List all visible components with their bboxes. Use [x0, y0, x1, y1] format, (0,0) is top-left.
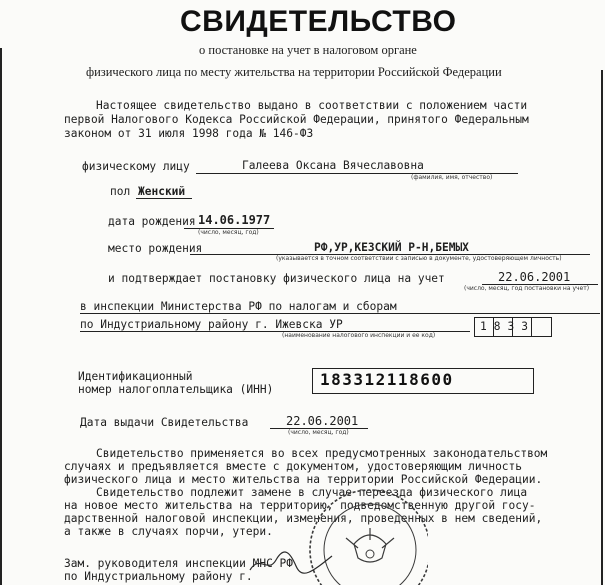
birth-date-hint: (число, месяц, год): [198, 229, 259, 236]
birth-place-value: РФ,УР,КЕЗСКИЙ Р-Н,БЕМЫХ: [314, 241, 469, 254]
sex-underline: [136, 198, 192, 199]
note-line-6: дарственной налоговой инспекции, изменения, проведенных в нем сведений,: [64, 512, 543, 525]
inn-label-2: номер налогоплательщика (ИНН): [78, 383, 274, 396]
document-title: СВИДЕТЕЛЬСТВО: [180, 5, 457, 38]
birth-place-label: место рождения: [108, 242, 203, 255]
subtitle-line-1: о постановке на учет в налоговом органе: [199, 43, 417, 57]
inspection-line-1: в инспекции Министерства РФ по налогам и сборам: [80, 300, 397, 313]
note-line-4: Свидетельство подлежит замене в случае переезда физического лица: [96, 486, 528, 499]
person-value: Галеева Оксана Вячеславовна: [242, 159, 424, 172]
intro-line-1: Настоящее свидетельство выдано в соответствии с положением части: [96, 99, 528, 112]
handwritten-signature: [246, 548, 336, 578]
inspection-code: 1833: [480, 320, 535, 333]
birth-place-hint: (указывается в точном соответствии с записью в документе, удостоверяющем личность): [276, 255, 562, 262]
inn-label-1: Идентификационный: [78, 370, 193, 383]
intro-line-2: первой Налогового Кодекса Российской Федерации, принятого Федеральным: [64, 113, 529, 126]
sex-label: пол: [110, 185, 131, 198]
birth-date-value: 14.06.1977: [198, 213, 271, 227]
inspection-hint: (наименование налогового инспекции и ее код): [282, 332, 436, 339]
note-line-5: на новое место жительства на территорию, подведомственную другой госу-: [64, 499, 536, 512]
issue-hint: (число, месяц, год): [288, 429, 349, 436]
person-hint: (фамилия, имя, отчество): [411, 174, 493, 181]
inspection-line-2: по Индустриальному району г. Ижевска УР: [80, 318, 343, 331]
registration-date: 22.06.2001: [498, 270, 571, 284]
issue-label: Дата выдачи Свидетельства: [80, 416, 249, 429]
inn-value: 183312118600: [320, 370, 454, 389]
inspection-underline-1: [80, 313, 600, 314]
issue-date: 22.06.2001: [286, 414, 359, 428]
scan-edge-left: [0, 48, 2, 585]
note-line-1: Свидетельство применяется во всех предусмотренных законодательством: [96, 447, 548, 460]
note-line-3: физического лица и место жительства на территории Российской Федерации.: [64, 473, 543, 486]
person-label: физическому лицу: [82, 160, 190, 173]
registration-hint: (число, месяц, год постановки на учет): [464, 285, 590, 292]
note-line-7: а также в случаях порчи, утери.: [64, 525, 273, 538]
registration-text: и подтверждает постановку физического лица на учет: [108, 272, 445, 285]
birth-date-label: дата рождения: [108, 215, 196, 228]
note-line-2: случаях и предъявляется вместе с документом, удостоверяющим личность: [64, 460, 523, 473]
signature-line-1: Зам. руководителя инспекции МНС РФ: [64, 557, 294, 570]
intro-line-3: законом от 31 июля 1998 года № 146-ФЗ: [64, 127, 314, 140]
scan-edge-right: [601, 70, 603, 585]
sex-value: Женский: [138, 185, 186, 198]
signature-line-2: по Индустриальному району г.: [64, 570, 253, 583]
subtitle-line-2: физического лица по месту жительства на территории Российской Федерации: [86, 65, 502, 79]
